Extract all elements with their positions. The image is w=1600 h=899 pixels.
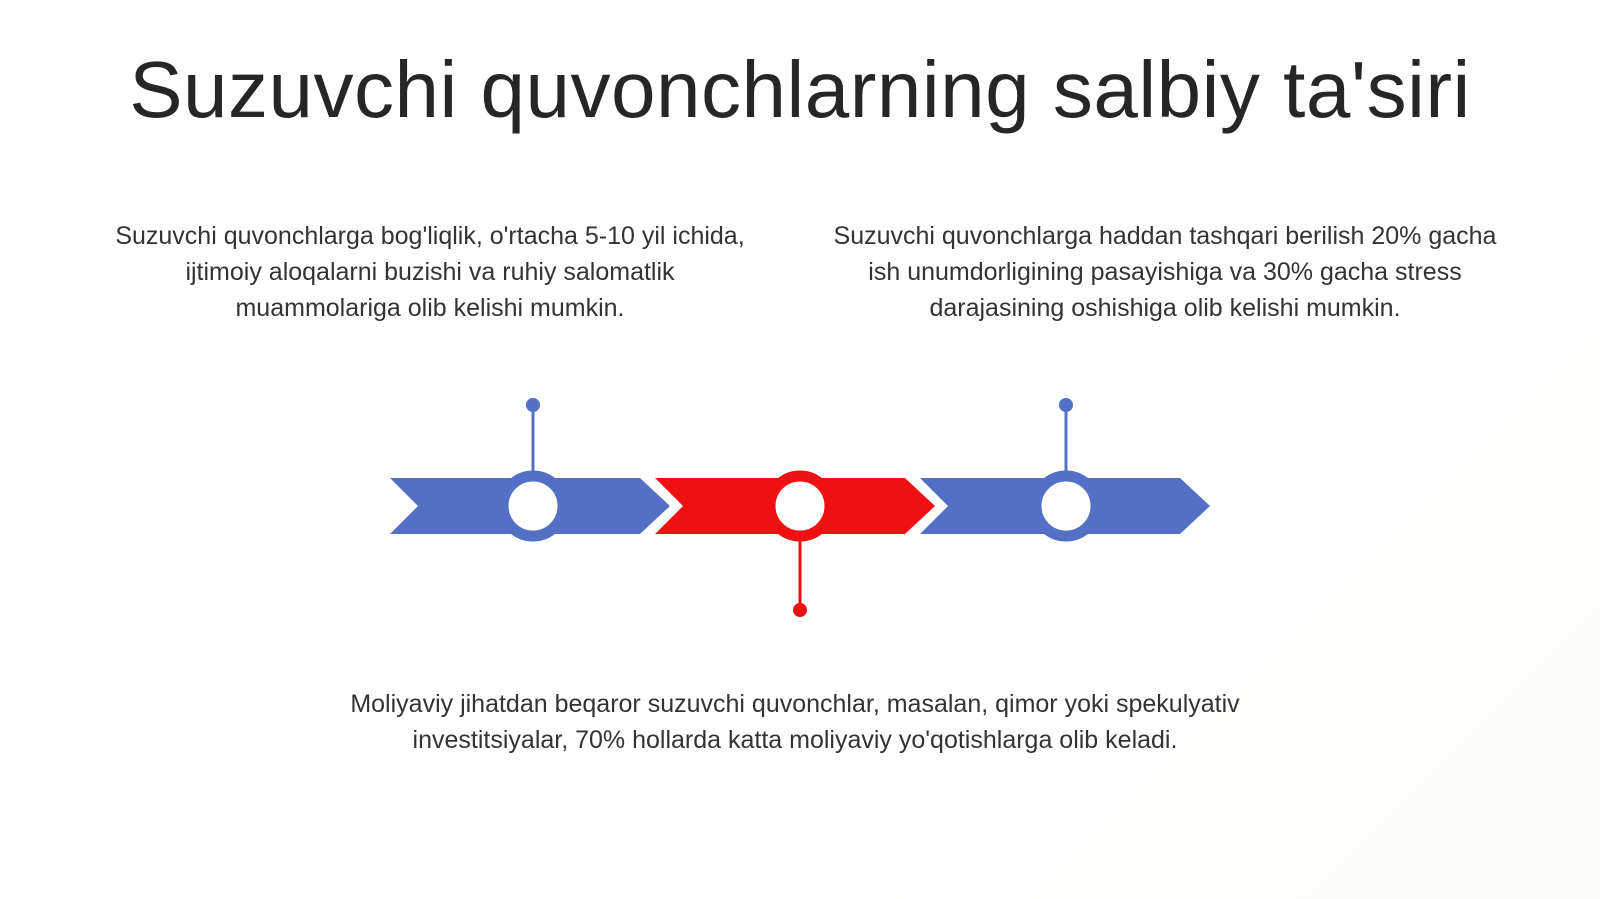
milestone-ring-2 (770, 476, 830, 536)
callout-left-text: Suzuvchi quvonchlarga bog'liqlik, o'rtacha 5-10 yil ichida, ijtimoiy aloqalarni buzishi va ruhiy salomatlik muammolariga olib kelishi mumkin. (115, 222, 745, 322)
callout-right-text: Suzuvchi quvonchlarga haddan tashqari berilish 20% gacha ish unumdorligining pasayishiga va 30% gacha stress darajasining oshishiga olib kelishi mumkin. (833, 222, 1497, 322)
connector-dot-1 (526, 398, 540, 412)
slide-title: Suzuvchi quvonchlarning salbiy ta'siri (129, 45, 1471, 134)
connector-dot-3 (1059, 398, 1073, 412)
milestone-ring-3 (1036, 476, 1096, 536)
milestone-ring-1 (503, 476, 563, 536)
callout-bottom-text: Moliyaviy jihatdan beqaror suzuvchi quvonchlar, masalan, qimor yoki spekulyativ investitsiyalar, 70% hollarda katta moliyaviy yo'qotishlarga olib keladi. (350, 690, 1240, 754)
connector-dot-2 (793, 603, 807, 617)
